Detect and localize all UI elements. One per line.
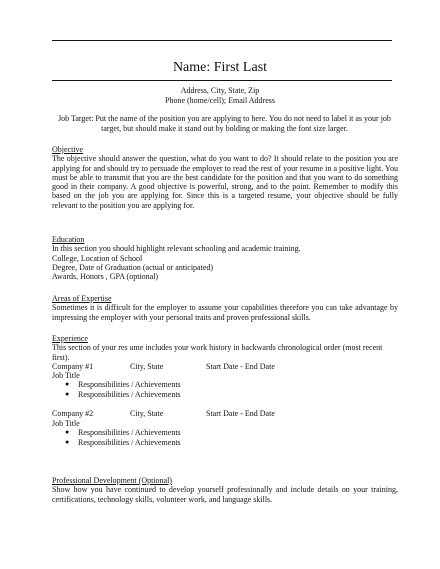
bullet-icon: ● <box>65 438 70 447</box>
expertise-heading: Areas of Expertise <box>52 294 112 303</box>
job-target: Job Target: Put the name of the position you are applying to here. You do not need to label it as your job target, but should make it stand out by bolding or making the font size larger. <box>58 114 391 133</box>
job-title: Job Title <box>52 371 80 381</box>
job-header-row <box>52 409 398 418</box>
company-name: Company #2 <box>52 409 94 419</box>
company-name: Company #1 <box>52 361 94 371</box>
bullet-icon: ● <box>65 380 70 389</box>
list-item: ● Responsibilities / Achievements <box>65 380 181 390</box>
objective-heading: Objective <box>52 145 84 154</box>
experience-intro: This section of your res ume includes your work history in backwards chronological order (most recent first). <box>52 343 383 362</box>
education-section <box>52 235 398 281</box>
job-dates: Start Date - End Date <box>206 361 275 371</box>
job-dates: Start Date - End Date <box>206 409 275 419</box>
education-line: In this section you should highlight relevant schooling and academic training. <box>52 244 301 254</box>
education-line: Degree, Date of Graduation (actual or anticipated) <box>52 262 214 272</box>
job-bullet-list <box>52 428 398 448</box>
company-location: City, State <box>130 361 164 371</box>
address-line: Address, City, State, Zip <box>180 86 260 95</box>
education-heading: Education <box>52 235 85 244</box>
professional-development-text: Show how you have continued to develop yourself professionally and include details on your training, certifications, technology skills, volunteer work, and language skills. <box>52 485 398 504</box>
experience-heading: Experience <box>52 334 88 343</box>
job-title: Job Title <box>52 418 80 428</box>
professional-development-section <box>52 476 398 504</box>
job-bullet-list <box>52 380 398 400</box>
list-item: ● Responsibilities / Achievements <box>65 438 181 448</box>
objective-section <box>52 145 398 210</box>
header-top-rule <box>52 40 392 41</box>
contact-block <box>0 86 440 106</box>
list-item: ● Responsibilities / Achievements <box>65 390 181 400</box>
experience-section <box>52 334 398 448</box>
company-location: City, State <box>130 409 164 419</box>
phone-email-line: Phone (home/cell); Email Address <box>165 96 275 105</box>
list-item: ● Responsibilities / Achievements <box>65 428 181 438</box>
applicant-name: Name: First Last <box>172 60 268 75</box>
bullet-icon: ● <box>65 390 70 399</box>
bullet-icon: ● <box>65 428 70 437</box>
job-header-row <box>52 362 398 371</box>
expertise-section <box>52 294 398 322</box>
education-line: Awards, Honors , GPA (optional) <box>52 272 159 282</box>
objective-text: The objective should answer the question, what do you want to do? It should relate to the position you are applying for and should try to persuade the employer to read the rest of your resume in a positive light. You must be able to transmit that you are the best candidate for the position and that you want to do something good in their company. A good objective is powerful, strong, and to the point. Remember to modify this based on the job you are applying for. Since this is a targeted resume, your objective should be fully relevant to the position you are applying for. <box>52 154 398 210</box>
professional-development-heading: Professional Development (Optional) <box>52 476 172 485</box>
header-bottom-rule <box>52 80 392 81</box>
expertise-text: Sometimes it is difficult for the employer to assume your capabilities therefore you can take advantage by impressing the employer with your personal traits and proven professional skills. <box>52 303 398 322</box>
education-line: College, Location of School <box>52 253 143 263</box>
